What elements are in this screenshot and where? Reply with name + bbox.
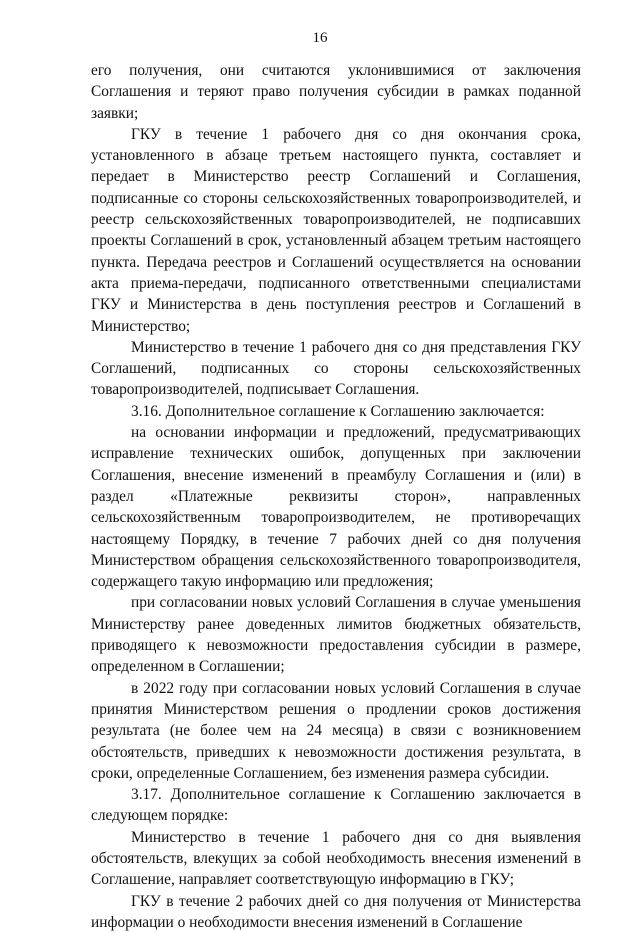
page-number: 16 [312,30,328,46]
paragraph-gku-receives: ГКУ в течение 2 рабочих дней со дня получения от Министерства информации о необходимости внесения изменений в Соглашение [91,892,581,931]
paragraph-limits-reduction: при согласовании новых условий Соглашения в случае уменьшения Министерству ранее доведенных лимитов бюджетных обязательств, приводящего к невозможности предоставления субсидии в размере, определенном в Соглашении; [91,594,581,676]
paragraph-gku-registry-transfer: ГКУ в течение 1 рабочего дня со дня окончания срока, установленного в абзаце третьем настоящего пункта, составляет и передает в Министерство реестр Соглашений и Соглашения, подписанные со стороны сельскохозяйственных товаропроизводителей, и реестр сельскохозяйственных товаропроизводителей, не подписавших проекты Соглашений в срок, установленный абзацем третьим настоящего пункта. Передача реестров и Соглашений осуществляется на основании акта приема-передачи, подписанного ответственными специалистами ГКУ и Министерства в день поступления реестров и Соглашений в Министерство; [91,125,581,335]
section-heading-3-17: 3.17. Дополнительное соглашение к Соглашению заключается в следующем порядке: [91,786,581,825]
paragraph-ministry-signs: Министерство в течение 1 рабочего дня со дня представления ГКУ Соглашений, подписанных со стороны сельскохозяйственных товаропроизводителей, подписывает Соглашения. [91,338,581,399]
document-body [91,60,581,933]
paragraph-continuation: его получения, они считаются уклонившимися от заключения Соглашения и теряют право получения субсидии в рамках поданной заявки; [91,62,581,122]
paragraph-technical-errors: на основании информации и предложений, предусматривающих исправление технических ошибок, допущенных при заключении Соглашения, внесение изменений в преамбулу Соглашения и (или) в раздел «Платежные реквизиты сторон», направленных сельскохозяйственным товаропроизводителем, не противоречащих настоящему Порядку, в течение 7 рабочих дней со дня получения Министерством обращения сельскохозяйственного товаропроизводителя, содержащего такую информацию или предложения; [91,424,581,591]
paragraph-ministry-notifies: Министерство в течение 1 рабочего дня со дня выявления обстоятельств, влекущих за собой необходимость внесения изменений в Соглашение, направляет соответствующую информацию в ГКУ; [91,828,581,889]
section-heading-3-16: 3.16. Дополнительное соглашение к Соглашению заключается: [131,402,545,420]
paragraph-2022-extension: в 2022 году при согласовании новых условий Соглашения в случае принятия Министерством решения о продлении сроков достижения результата (не более чем на 24 месяца) в связи с возникновением обстоятельств, приведших к невозможности достижения результата, в сроки, определенные Соглашением, без изменения размера субсидии. [91,679,581,782]
